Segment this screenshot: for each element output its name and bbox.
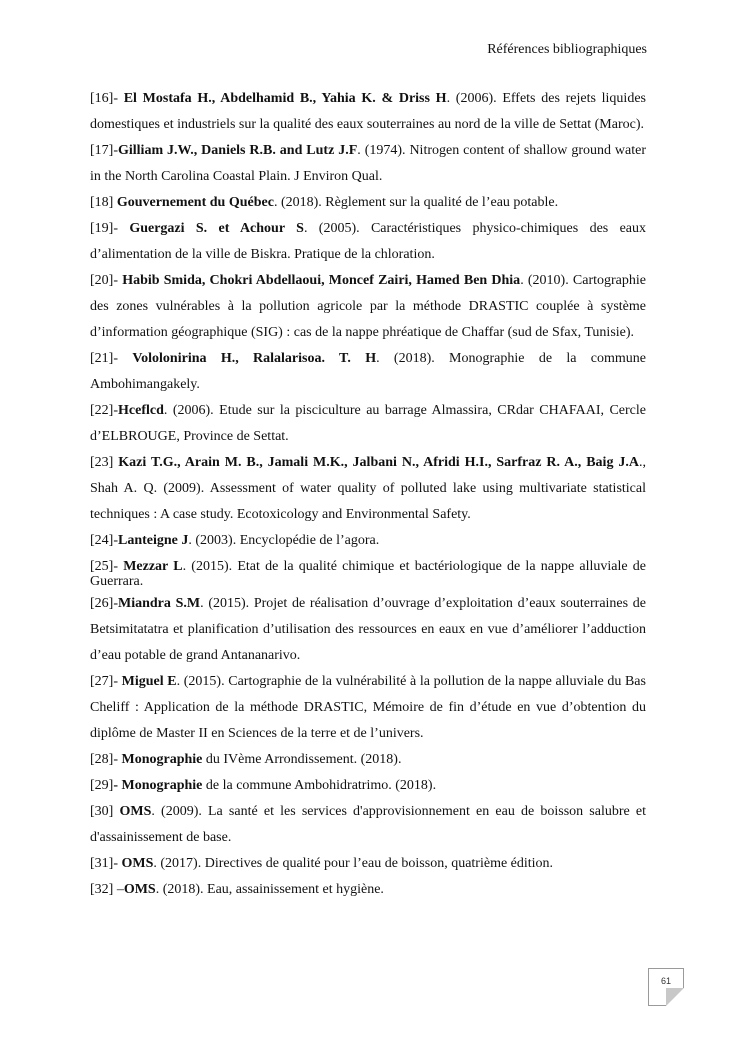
reference-item: [25]- Mezzar L. (2015). Etat de la qualité chimique et bactériologique de la nappe alluviale de Guerrara. (90, 559, 647, 589)
reference-item: [19]- Guergazi S. et Achour S. (2005). Caractéristiques physico-chimiques des eaux d’alimentation de la ville de Biskra. Pratique de la chloration. (90, 221, 646, 262)
page-curl-icon (666, 988, 684, 1006)
page-number-box (648, 968, 684, 1005)
reference-list (90, 86, 646, 903)
reference-item: [22]-Hceflcd. (2006). Etude sur la pisciculture au barrage Almassira, CRdar CHAFAAI, Cercle d’ELBROUGE, Province de Settat. (90, 403, 646, 444)
reference-item: [20]- Habib Smida, Chokri Abdellaoui, Moncef Zairi, Hamed Ben Dhia. (2010). Cartographie des zones vulnérables à la pollution agricole par la méthode DRASTIC couplée à système d’information géographique (SIG) : cas de la nappe phréatique de Chaffar (sud de Sfax, Tunisie). (90, 273, 646, 340)
page-number: 61 (660, 976, 671, 986)
running-header: Références bibliographiques (487, 42, 647, 57)
reference-item: [30] OMS. (2009). La santé et les services d'approvisionnement en eau de boisson salubre et d'assainissement de base. (90, 804, 646, 845)
page-box-border (648, 1005, 666, 1006)
reference-item: [18] Gouvernement du Québec. (2018). Règlement sur la qualité de l’eau potable. (90, 195, 559, 210)
reference-item: [17]-Gilliam J.W., Daniels R.B. and Lutz J.F. (1974). Nitrogen content of shallow ground water in the North Carolina Coastal Plain. J Environ Qual. (90, 143, 646, 184)
reference-item: [32] –OMS. (2018). Eau, assainissement et hygiène. (90, 882, 384, 897)
reference-item: [16]- El Mostafa H., Abdelhamid B., Yahia K. & Driss H. (2006). Effets des rejets liquides domestiques et industriels sur la qualité des eaux souterraines au nord de la ville de Settat (Maroc). (90, 91, 646, 132)
reference-item: [31]- OMS. (2017). Directives de qualité pour l’eau de boisson, quatrième édition. (90, 856, 554, 871)
reference-item: [27]- Miguel E. (2015). Cartographie de la vulnérabilité à la pollution de la nappe alluviale du Bas Cheliff : Application de la méthode DRASTIC, Mémoire de fin d’étude en vue d’obtention du diplôme de Master II en Sciences de la terre et de l’univers. (90, 674, 646, 741)
reference-item: [23] Kazi T.G., Arain M. B., Jamali M.K., Jalbani N., Afridi H.I., Sarfraz R. A., Baig J.A., Shah A. Q. (2009). Assessment of water quality of polluted lake using multivariate statistical techniques : A case study. Ecotoxicology and Environmental Safety. (90, 455, 646, 522)
reference-item: [21]- Vololonirina H., Ralalarisoa. T. H. (2018). Monographie de la commune Ambohimangakely. (90, 351, 646, 392)
reference-item: [24]-Lanteigne J. (2003). Encyclopédie de l’agora. (90, 533, 380, 548)
reference-item: [28]- Monographie du IVème Arrondissement. (2018). (90, 752, 402, 767)
reference-item: [29]- Monographie de la commune Ambohidratrimo. (2018). (90, 778, 437, 793)
reference-item: [26]-Miandra S.M. (2015). Projet de réalisation d’ouvrage d’exploitation d’eaux souterraines de Betsimitatatra et planification d’utilisation des ressources en eaux en vue d’améliorer l’adduction d’eau potable de grand Antananarivo. (90, 596, 647, 663)
